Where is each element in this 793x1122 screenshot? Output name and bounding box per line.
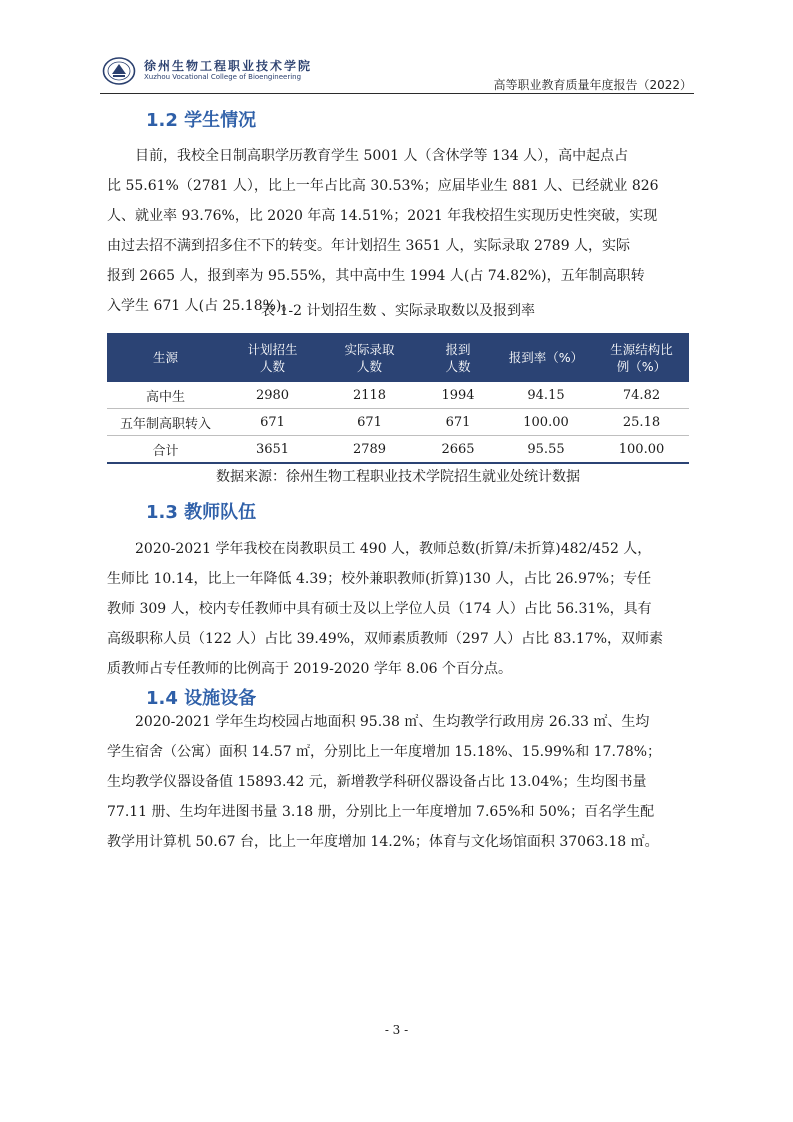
table-cell: 671 — [321, 409, 418, 436]
paragraph-line: 入学生 671 人(占 25.18%)。 — [107, 298, 296, 314]
report-title: 高等职业教育质量年度报告（2022） — [493, 78, 692, 92]
table-row — [107, 382, 689, 409]
table-cell: 671 — [418, 409, 498, 436]
column-header: 实际录取 人数 — [321, 333, 418, 382]
table-cell: 100.00 — [594, 436, 689, 464]
paragraph-line: 2020-2021 学年我校在岗教职员工 490 人，教师总数(折算/未折算)482/452 人， — [135, 541, 652, 557]
paragraph-line: 生师比 10.14，比上一年降低 4.39；校外兼职教师(折算)130 人，占比 26.97%；专任 — [107, 571, 652, 587]
paragraph-line: 教学用计算机 50.67 台，比上一年度增加 14.2%；体育与文化场馆面积 37063.18 ㎡。 — [107, 834, 659, 850]
page-number: - 3 - — [384, 1023, 409, 1037]
paragraph-line: 由过去招不满到招多住不下的转变。年计划招生 3651 人，实际录取 2789 人，实际 — [107, 238, 631, 254]
paragraph-line: 2020-2021 学年生均校园占地面积 95.38 ㎡、生均教学行政用房 26.33 ㎡、生均 — [135, 714, 650, 730]
column-header: 生源 — [107, 333, 224, 382]
table-header-row — [107, 333, 689, 382]
table-row — [107, 436, 689, 464]
table-cell: 2665 — [418, 436, 498, 464]
college-name-en: Xuzhou Vocational College of Bioengineering — [144, 73, 302, 81]
table-cell: 五年制高职转入 — [107, 409, 224, 436]
column-header: 报到 人数 — [418, 333, 498, 382]
paragraph-line: 报到 2665 人，报到率为 95.55%，其中高中生 1994 人(占 74.82%)，五年制高职转 — [107, 268, 645, 284]
paragraph-line: 质教师占专任教师的比例高于 2019-2020 学年 8.06 个百分点。 — [107, 661, 512, 677]
section-heading-students: 1.2 学生情况 — [146, 110, 257, 131]
college-logo-icon — [102, 56, 136, 86]
table-cell: 1994 — [418, 382, 498, 409]
paragraph-line: 人、就业率 93.76%，比 2020 年高 14.51%；2021 年我校招生实现历史性突破，实现 — [107, 208, 658, 224]
paragraph-line: 高级职称人员（122 人）占比 39.49%，双师素质教师（297 人）占比 83.17%，双师素 — [107, 631, 664, 647]
paragraph-line: 学生宿舍（公寓）面积 14.57 ㎡，分别比上一年度增加 15.18%、15.99%和 17.78%； — [107, 744, 662, 760]
table-cell: 95.55 — [498, 436, 594, 464]
header-divider — [100, 93, 694, 94]
paragraph-line: 比 55.61%（2781 人），比上一年占比高 30.53%；应届毕业生 881 人、已经就业 826 — [107, 178, 659, 194]
college-name-cn: 徐州生物工程职业技术学院 — [144, 59, 313, 73]
paragraph-line: 生均教学仪器设备值 15893.42 元，新增教学科研仪器设备占比 13.04%；生均图书量 — [107, 774, 647, 790]
paragraph-line: 目前，我校全日制高职学历教育学生 5001 人（含休学等 134 人），高中起点占 — [135, 148, 629, 164]
enrollment-table — [107, 333, 689, 464]
table-cell: 671 — [224, 409, 321, 436]
section-heading-teachers: 1.3 教师队伍 — [146, 502, 257, 523]
data-source-note: 数据来源：徐州生物工程职业技术学院招生就业处统计数据 — [216, 469, 580, 485]
page-header — [100, 52, 694, 94]
table-cell: 3651 — [224, 436, 321, 464]
table-cell: 2980 — [224, 382, 321, 409]
paragraph-line: 77.11 册、生均年进图书量 3.18 册，分别比上一年度增加 7.65%和 50%；百名学生配 — [107, 804, 655, 820]
table-cell: 高中生 — [107, 382, 224, 409]
section-heading-facilities: 1.4 设施设备 — [146, 688, 257, 709]
column-header: 生源结构比 例（%） — [594, 333, 689, 382]
paragraph-line: 教师 309 人，校内专任教师中具有硕士及以上学位人员（174 人）占比 56.31%，具有 — [107, 601, 652, 617]
table-cell: 合计 — [107, 436, 224, 464]
table-cell: 2789 — [321, 436, 418, 464]
table-caption: 表 1-2 计划招生数 、实际录取数以及报到率 — [261, 303, 535, 319]
table-row — [107, 409, 689, 436]
table-cell: 100.00 — [498, 409, 594, 436]
table-cell: 74.82 — [594, 382, 689, 409]
table-cell: 25.18 — [594, 409, 689, 436]
column-header: 计划招生 人数 — [224, 333, 321, 382]
table-cell: 94.15 — [498, 382, 594, 409]
table-cell: 2118 — [321, 382, 418, 409]
column-header: 报到率（%） — [498, 333, 594, 382]
